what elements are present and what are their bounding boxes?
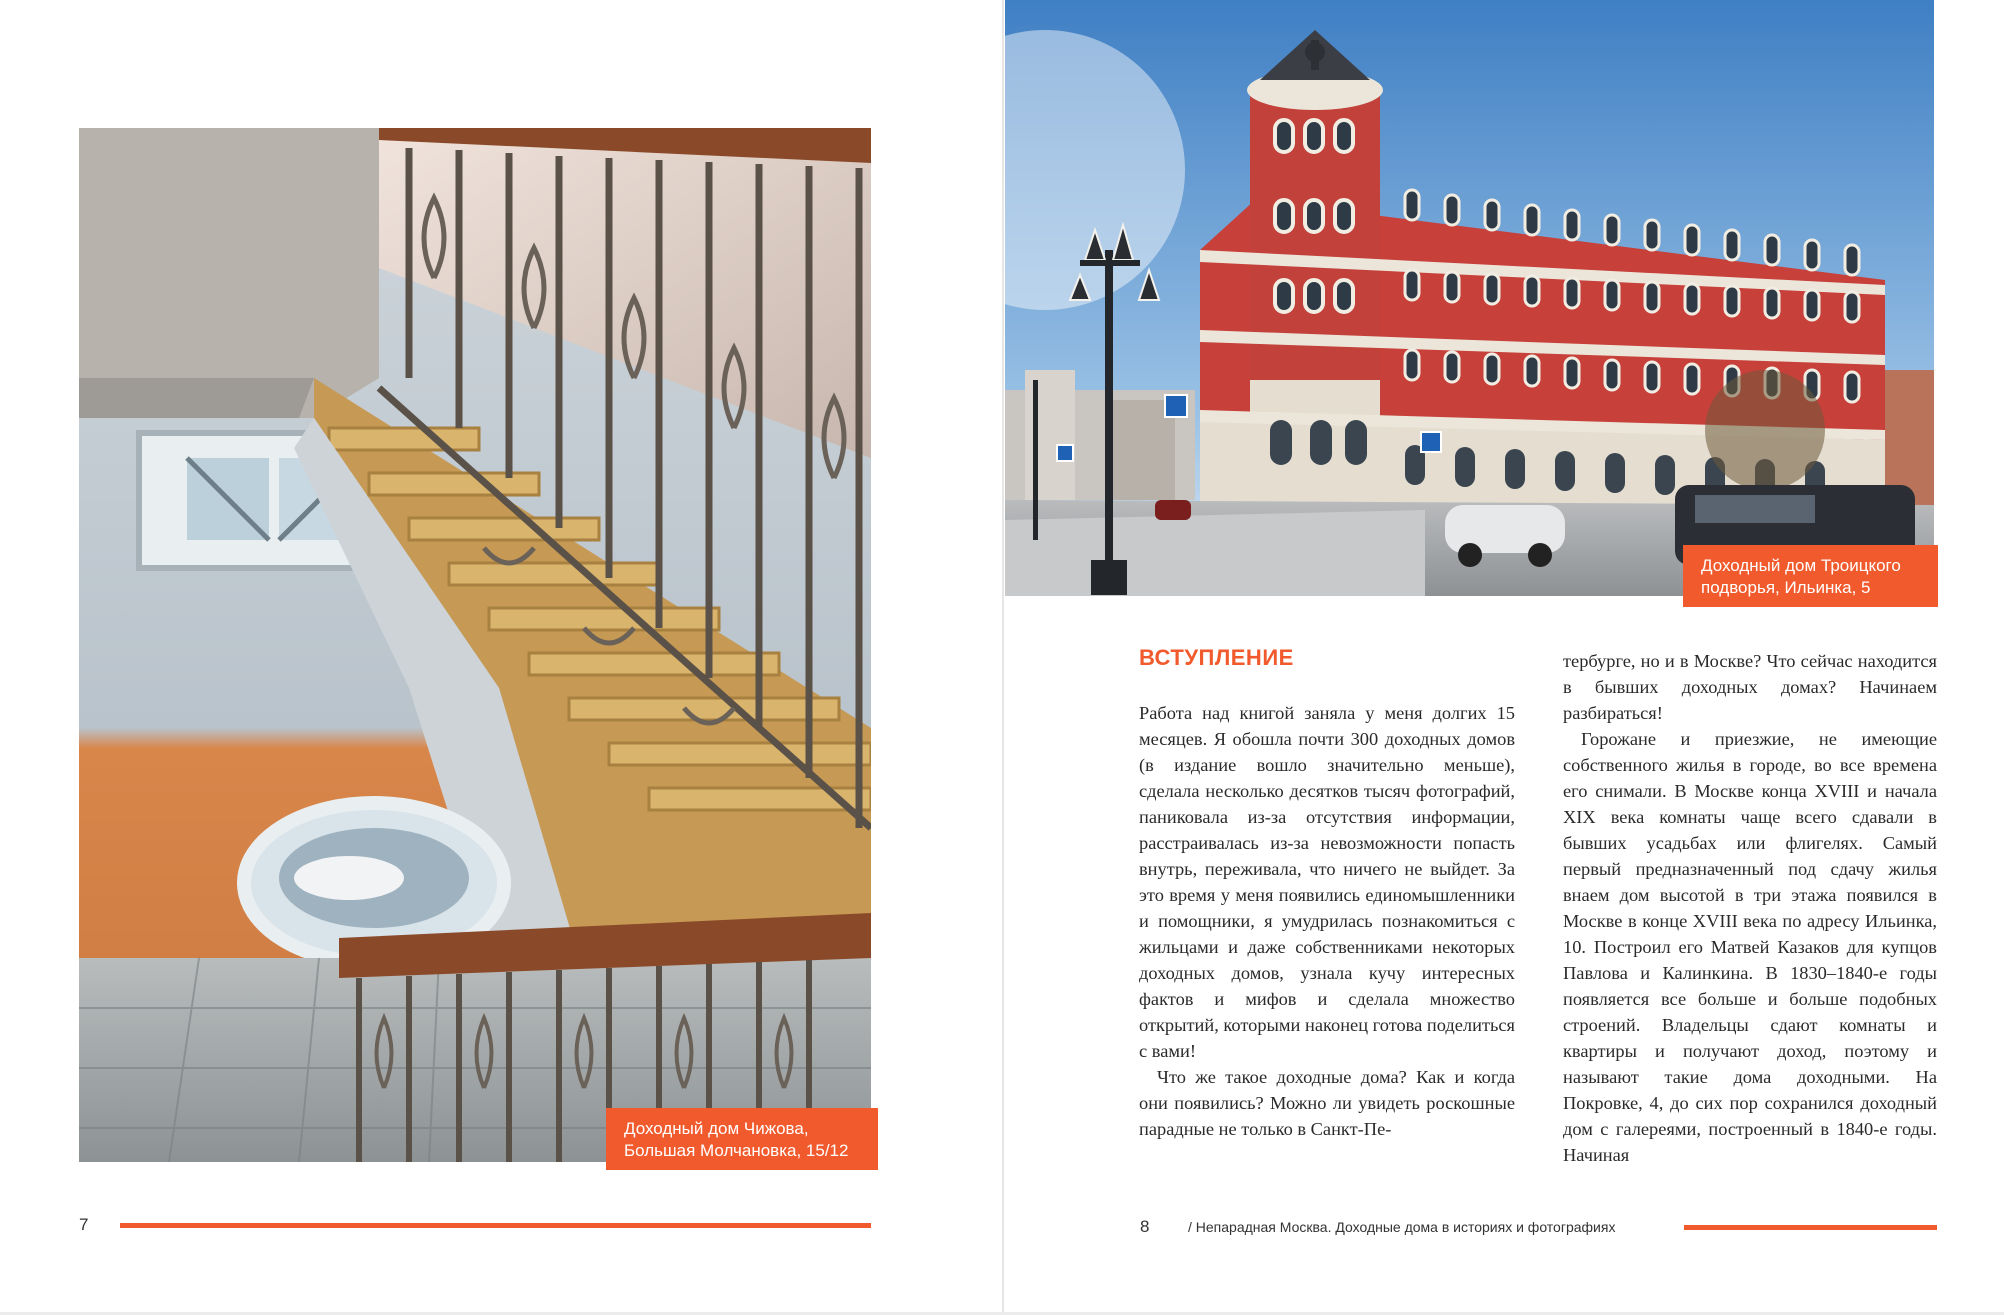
left-photo-caption: [606, 1108, 878, 1170]
building-photo: [1005, 0, 1934, 596]
right-page: [1004, 0, 2004, 1315]
right-caption-line-1: Доходный дом Троицкого: [1701, 556, 1901, 575]
staircase-photo-illustration: [79, 128, 871, 1162]
right-page-rule: [1684, 1225, 1937, 1230]
right-photo-caption: [1683, 545, 1938, 607]
text-column-2: [1563, 648, 1937, 1168]
column2-paragraph-2: Горожане и приезжие, не имеющие собственного жилья в городе, во все времена его снимали. В Москве конца XVIII и начала XIX века комнаты чаще всего сдавали в бывших усадьбах или флигелях. Самый первый предназначенный под сдачу жилья внаем дом высотой в три этажа появился в Москве в конце XVIII века по адресу Ильинка, 10. Построил его Матвей Казаков для купцов Павлова и Калинкина. В 1830–1840-е годы появляется все больше и больше подобных строений. Владельцы сдают комнаты и квартиры и получают доход, поэтому и называют такие дома доходными. На Покровке, 4, до сих пор сохранился доходный дом с галереями, построенный в 1840-е годы. Начиная: [1563, 729, 1937, 1165]
building-photo-illustration: [1005, 0, 1934, 596]
left-caption-line-2: Большая Молчановка, 15/12: [624, 1141, 849, 1160]
text-column-1: [1139, 700, 1515, 1142]
section-heading: ВСТУПЛЕНИЕ: [1139, 645, 1294, 670]
column2-paragraph-1: тербурге, но и в Москве? Что сейчас находится в бывших доходных домах? Начинаем разбираться!: [1563, 651, 1937, 723]
running-title: / Непарадная Москва. Доходные дома в историях и фотографиях: [1188, 1219, 1616, 1235]
staircase-photo: [79, 128, 871, 1162]
column1-paragraph-2: Что же такое доходные дома? Как и когда они появились? Можно ли увидеть роскошные парадные не только в Санкт-Пе-: [1139, 1067, 1515, 1139]
column1-paragraph-1: Работа над книгой заняла у меня долгих 15 месяцев. Я обошла почти 300 доходных домов (в издание вошло значительно меньше), сделала несколько десятков тысяч фотографий, паниковала из-за отсутствия информации, расстраивалась из-за невозможности попасть внутрь, переживала, что ничего не выйдет. За это время у меня появились единомышленники и помощники, я умудрилась познакомиться с жильцами и даже собственниками некоторых доходных домов, узнала кучу интересных фактов и мифов и сделала множество открытий, которыми наконец готова поделиться с вами!: [1139, 703, 1515, 1061]
right-caption-line-2: подворья, Ильинка, 5: [1701, 578, 1871, 597]
right-page-number: 8: [1140, 1217, 1150, 1236]
left-caption-line-1: Доходный дом Чижова,: [624, 1119, 809, 1138]
left-page-rule: [120, 1223, 871, 1228]
left-page-number: 7: [79, 1215, 89, 1234]
